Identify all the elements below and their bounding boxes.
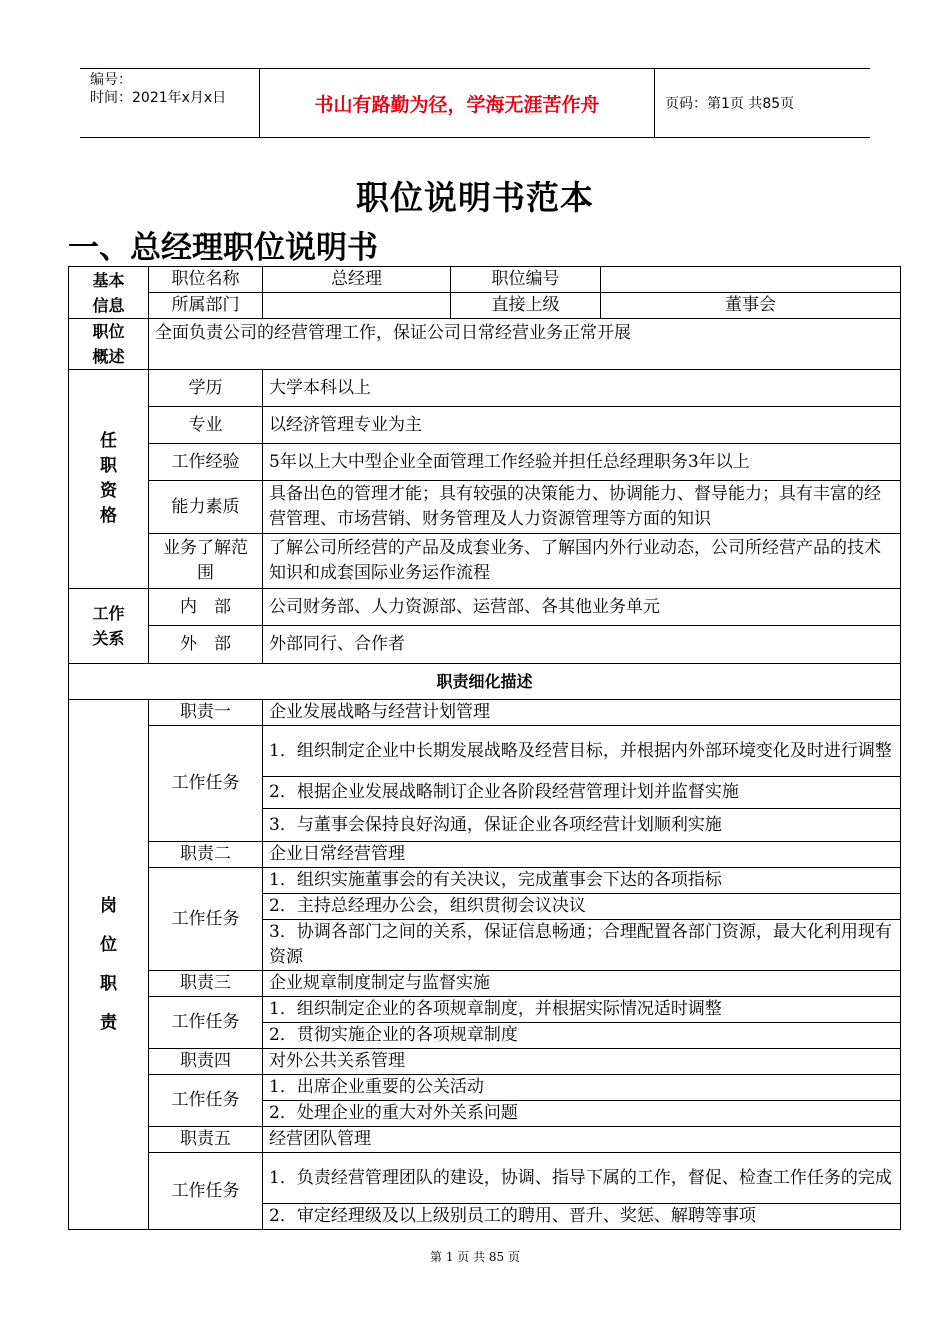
internal-value: 公司财务部、人力资源部、运营部、各其他业务单元 [263,589,901,626]
relations-row [69,589,901,626]
job-description-table [68,266,901,1230]
qualification-row [69,481,901,534]
qualification-item-label: 业务了解范围 [149,534,263,589]
qualification-row [69,444,901,481]
duty-row [69,842,901,868]
qualification-item-label: 工作经验 [149,444,263,481]
task-label: 工作任务 [149,868,263,971]
task-item: 3．协调各部门之间的关系，保证信息畅通；合理配置各部门资源，最大化利用现有资源 [263,920,901,971]
overview-text: 全面负责公司的经营管理工作，保证公司日常经营业务正常开展 [149,319,901,370]
overview-row [69,319,901,370]
task-item: 1．组织制定企业中长期发展战略及经营目标，并根据内外部环境变化及时进行调整 [263,726,901,777]
task-label: 工作任务 [149,1075,263,1127]
section-title: 一、总经理职位说明书 [68,230,378,266]
qualification-item-label: 专业 [149,407,263,444]
number-label: 编号： [90,72,132,88]
qualification-row [69,370,901,407]
department-label: 所属部门 [149,293,263,319]
page-header [80,68,870,138]
qualification-label: 任 职 资 格 [69,370,149,589]
task-row [69,868,901,894]
basic-info-row [69,267,901,293]
header-motto: 书山有路勤为径，学海无涯苦作舟 [260,69,655,137]
qualification-row [69,407,901,444]
duty-label: 职责四 [149,1049,263,1075]
duty-row [69,700,901,726]
duty-title: 企业日常经营管理 [263,842,901,868]
basic-info-label: 基本 信息 [69,267,149,319]
duty-title: 经营团队管理 [263,1127,901,1153]
header-meta [80,69,260,137]
qualification-item-value: 大学本科以上 [263,370,901,407]
duties-header-row [69,664,901,700]
position-code-value [601,267,901,293]
task-item: 1．组织实施董事会的有关决议，完成董事会下达的各项指标 [263,868,901,894]
superior-label: 直接上级 [451,293,601,319]
position-code-label: 职位编号 [451,267,601,293]
duty-label: 职责一 [149,700,263,726]
duty-row [69,1049,901,1075]
duty-title: 企业发展战略与经营计划管理 [263,700,901,726]
duty-label: 职责二 [149,842,263,868]
task-label: 工作任务 [149,997,263,1049]
task-item: 2．贯彻实施企业的各项规章制度 [263,1023,901,1049]
qualification-item-value: 具备出色的管理才能；具有较强的决策能力、协调能力、督导能力；具有丰富的经营管理、市场营销、财务管理及人力资源管理等方面的知识 [263,481,901,534]
external-value: 外部同行、合作者 [263,626,901,664]
task-item: 1．出席企业重要的公关活动 [263,1075,901,1101]
task-item: 2．审定经理级及以上级别员工的聘用、晋升、奖惩、解聘等事项 [263,1204,901,1230]
duty-label: 职责五 [149,1127,263,1153]
date-label: 时间：2021年x月x日 [90,90,227,106]
task-row [69,997,901,1023]
qualification-item-label: 能力素质 [149,481,263,534]
task-label: 工作任务 [149,726,263,842]
basic-info-row [69,293,901,319]
document-title: 职位说明书范本 [356,178,594,217]
task-item: 2．主持总经理办公会，组织贯彻会议决议 [263,894,901,920]
header-page-info: 页码：第1页 共85页 [665,96,795,112]
department-value [263,293,451,319]
task-item: 2．处理企业的重大对外关系问题 [263,1101,901,1127]
duty-label: 职责三 [149,971,263,997]
duty-title: 对外公共关系管理 [263,1049,901,1075]
qualification-item-value: 了解公司所经营的产品及成套业务、了解国内外行业动态，公司所经营产品的技术知识和成套国际业务运作流程 [263,534,901,589]
overview-label: 职位 概述 [69,319,149,370]
position-name-value: 总经理 [263,267,451,293]
duty-row [69,1127,901,1153]
task-item: 1．组织制定企业的各项规章制度，并根据实际情况适时调整 [263,997,901,1023]
relations-row [69,626,901,664]
task-row [69,1075,901,1101]
task-item: 3．与董事会保持良好沟通，保证企业各项经营计划顺利实施 [263,809,901,842]
internal-label: 内 部 [149,589,263,626]
task-item: 1．负责经营管理团队的建设，协调、指导下属的工作，督促、检查工作任务的完成 [263,1153,901,1204]
task-item: 2．根据企业发展战略制订企业各阶段经营管理计划并监督实施 [263,777,901,809]
duties-label: 岗 位 职 责 [69,700,149,1230]
superior-value: 董事会 [601,293,901,319]
page-footer: 第 1 页 共 85 页 [430,1250,520,1264]
duty-row [69,971,901,997]
relations-label: 工作 关系 [69,589,149,664]
qualification-item-value: 5年以上大中型企业全面管理工作经验并担任总经理职务3年以上 [263,444,901,481]
task-label: 工作任务 [149,1153,263,1230]
task-row [69,726,901,777]
qualification-item-label: 学历 [149,370,263,407]
qualification-row [69,534,901,589]
duties-header: 职责细化描述 [69,664,901,700]
external-label: 外 部 [149,626,263,664]
task-row [69,1153,901,1204]
duty-title: 企业规章制度制定与监督实施 [263,971,901,997]
qualification-item-value: 以经济管理专业为主 [263,407,901,444]
position-name-label: 职位名称 [149,267,263,293]
